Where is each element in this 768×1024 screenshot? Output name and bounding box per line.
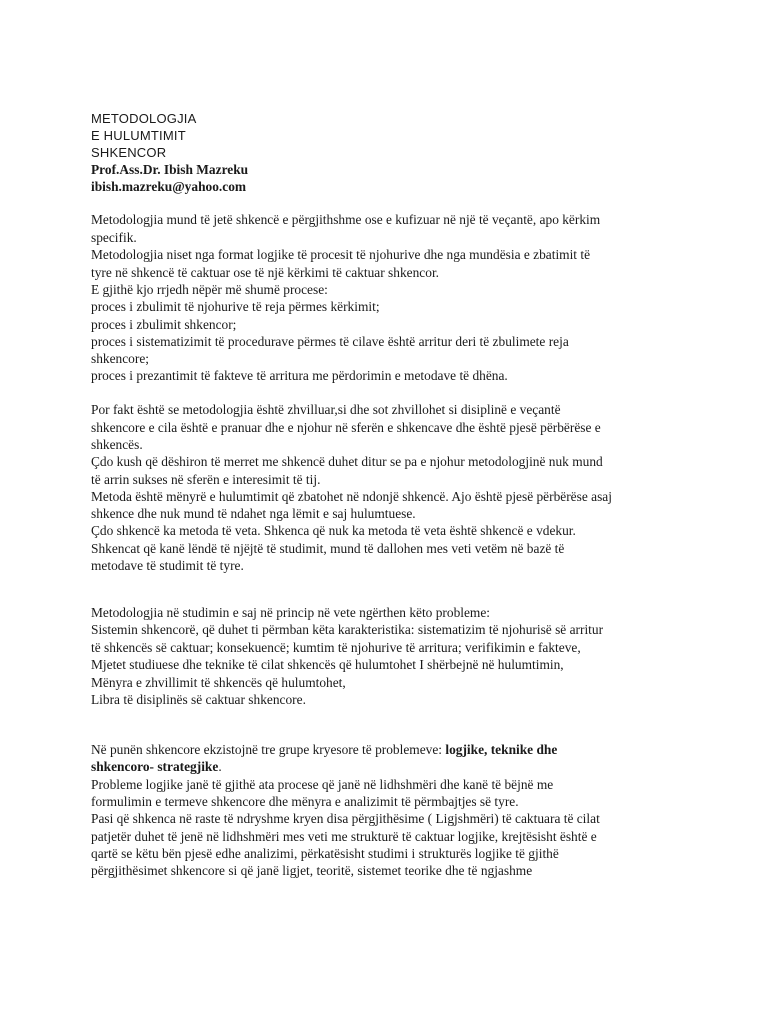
- text-line: shkencës.: [91, 437, 143, 452]
- text-line: specifik.: [91, 230, 137, 245]
- text-line: Por fakt është se metodologjia është zhvilluar,si dhe sot zhvillohet si disiplinë e veçantë: [91, 402, 561, 417]
- text-line: përgjithësimet shkencore si që janë ligjet, teoritë, sistemet teorike dhe të ngjashme: [91, 863, 533, 878]
- text-line: formulimin e termeve shkencore dhe mënyra e analizimit të përmbajtjes së tyre.: [91, 794, 519, 809]
- text-line: Metodologjia niset nga format logjike të procesit të njohurive dhe nga mundësia e zbatimit të: [91, 247, 591, 262]
- list-item: proces i zbulimit të njohurive të reja përmes kërkimit;: [91, 299, 380, 314]
- text-line: Mjetet studiuese dhe teknike të cilat shkencës që hulumtohet I shërbejnë në hulumtimin,: [91, 657, 564, 672]
- text-line: Probleme logjike janë të gjithë ata procese që janë në lidhshmëri dhe kanë të bëjnë me: [91, 777, 554, 792]
- text-line: Pasi që shkenca në raste të ndryshme kryen disa përgjithësime ( Ligjshmëri) të caktuara të cilat: [91, 811, 600, 826]
- list-item: proces i sistematizimit të procedurave përmes të cilave është arritur deri të zbulimete reja: [91, 334, 569, 349]
- text-line: Metodologjia në studimin e saj në princip në vete ngërthen këto probleme:: [91, 605, 491, 620]
- text-line: qartë se këtu bën pjesë edhe analizimi, përkatësisht studimi i strukturës logjike të gjithë: [91, 846, 559, 861]
- text-line: Çdo kush që dëshiron të merret me shkencë duhet ditur se pa e njohur metodologjinë nuk mund: [91, 454, 603, 469]
- intro-bold-2: shkencoro- strategjike: [91, 759, 219, 774]
- text-line: të arrin sukses në sferën e interesimit të tij.: [91, 472, 321, 487]
- intro-bold: logjike, teknike dhe: [445, 742, 558, 757]
- text-line: tyre në shkencë të caktuar ose të një kërkimi të caktuar shkencor.: [91, 265, 440, 280]
- intro-end: .: [218, 759, 222, 774]
- title-line-1: METODOLOGJIA: [91, 111, 197, 126]
- title-line-2: E HULUMTIMIT: [91, 128, 186, 143]
- author-email: ibish.mazreku@yahoo.com: [91, 179, 247, 194]
- title-line-3: SHKENCOR: [91, 145, 167, 160]
- text-line: Sistemin shkencorë, që duhet ti përmban këta karakteristika: sistematizim të njohurisë së arritur: [91, 622, 604, 637]
- text-line: Shkencat që kanë lëndë të njëjtë të studimit, mund të dallohen mes veti vetëm në bazë të: [91, 541, 565, 556]
- intro-line-2: [91, 758, 222, 776]
- text-line: patjetër duhet të jenë në lidhshmëri mes veti me strukturë të caktuar logjike, krejtësisht është e: [91, 829, 597, 844]
- intro-line: [91, 741, 557, 759]
- text-line: të shkencës së caktuar; konsekuencë; kumtim të njohurive të arritura; verifikimin e fakteve,: [91, 640, 581, 655]
- list-item: proces i zbulimit shkencor;: [91, 317, 237, 332]
- text-line: E gjithë kjo rrjedh nëpër më shumë procese:: [91, 282, 328, 297]
- text-line: shkencore e cila është e pranuar dhe e njohur në sferën e shkencave dhe është pjesë përbërëse e: [91, 420, 601, 435]
- list-item: proces i prezantimit të fakteve të arritura me përdorimin e metodave të dhëna.: [91, 368, 508, 383]
- text-line: Mënyra e zhvillimit të shkencës që hulumtohet,: [91, 675, 346, 690]
- text-line: Metodologjia mund të jetë shkencë e përgjithshme ose e kufizuar në një të veçantë, apo kërkim: [91, 212, 601, 227]
- text-line: metodave të studimit të tyre.: [91, 558, 244, 573]
- text-line: Çdo shkencë ka metoda të veta. Shkenca që nuk ka metoda të veta është shkencë e vdekur.: [91, 523, 576, 538]
- text-line: shkence dhe nuk mund të ndahet nga lëmit e saj hulumtuese.: [91, 506, 416, 521]
- text-line: Metoda është mënyrë e hulumtimit që zbatohet në ndonjë shkencë. Ajo është pjesë përbërëse asaj: [91, 489, 612, 504]
- list-item: shkencore;: [91, 351, 150, 366]
- text-line: Libra të disiplinës së caktuar shkencore.: [91, 692, 306, 707]
- author-name: Prof.Ass.Dr. Ibish Mazreku: [91, 162, 249, 177]
- intro-plain: Në punën shkencore ekzistojnë tre grupe kryesore të problemeve:: [91, 742, 446, 757]
